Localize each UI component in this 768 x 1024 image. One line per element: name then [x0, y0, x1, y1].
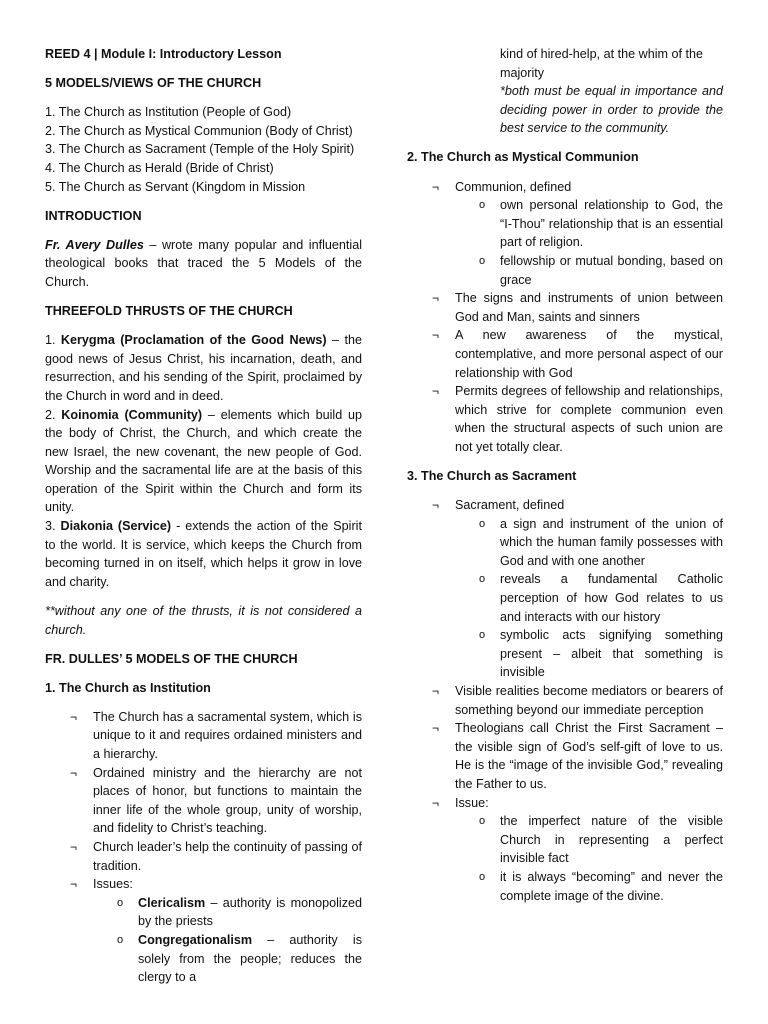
not-sign-bullet-icon: ¬: [70, 877, 78, 892]
bullet-item: [407, 682, 723, 719]
issue-text: – authority is monopolized by the priests: [138, 895, 362, 929]
sub-bullet-item: [93, 894, 362, 931]
bullet-text: The Church has a sacramental system, which is unique to it and requires ordained ministers and a hierarchy.: [93, 709, 362, 761]
models-list-item: 3. The Church as Sacrament (Temple of the Holy Spirit): [45, 142, 355, 157]
bullet-text: Sacrament, defined: [455, 498, 565, 513]
sub-bullet-item: [455, 812, 723, 868]
thrust-term: Diakonia (Service): [60, 519, 172, 534]
issue-term: Congregationalism: [138, 932, 253, 947]
sub-bullet-text: fellowship or mutual bonding, based on grace: [500, 253, 723, 287]
issue-term: Clericalism: [138, 895, 206, 910]
bullet-text: The signs and instruments of union between God and Man, saints and sinners: [455, 291, 723, 324]
circle-bullet-icon: o: [117, 896, 124, 909]
sub-bullet-item: [455, 196, 723, 252]
sub-bullet-item: [455, 868, 723, 905]
sub-bullet-text: reveals a fundamental Catholic perception of how God relates to us and interacts with our history: [500, 572, 723, 624]
issue-text: – authority is solely from the people; reduces the clergy to a: [138, 932, 362, 985]
communion-sublist: [455, 196, 723, 289]
circle-bullet-icon: o: [479, 870, 486, 883]
models-list: [45, 103, 362, 196]
thrust-item: [45, 406, 362, 518]
bullet-item: [45, 838, 362, 875]
bullet-item: [45, 764, 362, 838]
bullet-text: Church leader’s help the continuity of passing of tradition.: [93, 839, 362, 873]
bullet-item: [45, 708, 362, 764]
sub-bullet-item: [455, 626, 723, 682]
sub-bullet-text: a sign and instrument of the union of which the human family possesses with God and with one another: [500, 516, 723, 568]
sub-bullet-item: [455, 252, 723, 289]
thrust-item: [45, 517, 362, 591]
sacrament-issue-sublist: [455, 812, 723, 905]
thrust-text: – the good news of Jesus Christ, his incarnation, death, and resurrection, and his sending of the Spirit, proclaimed by the Church in word and in deed.: [45, 333, 362, 403]
institution-heading: 1. The Church as Institution: [45, 680, 211, 695]
sub-bullet-item: [455, 515, 723, 571]
models-list-item: 2. The Church as Mystical Communion (Body of Christ): [45, 123, 353, 138]
sacrament-heading: 3. The Church as Sacrament: [407, 468, 577, 483]
not-sign-bullet-icon: ¬: [432, 684, 440, 698]
bullet-item: [407, 178, 723, 290]
bullet-text: Visible realities become mediators or bearers of something beyond our immediate perception: [455, 684, 723, 717]
bullet-item: [407, 719, 723, 793]
circle-bullet-icon: o: [479, 629, 486, 642]
sub-bullet-text: symbolic acts signifying something present – albeit that something is invisible: [500, 628, 723, 680]
thrust-number: 2.: [45, 407, 62, 422]
continued-text: [407, 45, 723, 138]
continued-line: kind of hired-help, at the whim of the majority: [500, 47, 704, 80]
models-list-item: 5. The Church as Servant (Kingdom in Mission: [45, 179, 306, 194]
bullet-text: Ordained ministry and the hierarchy are not places of honor, but functions to maintain the inner life of the whole group, unity of worship, and fidelity to Christ’s teaching.: [93, 765, 362, 836]
models-heading: 5 MODELS/VIEWS OF THE CHURCH: [45, 76, 262, 91]
bullet-item: [407, 382, 723, 456]
sub-bullet-text: the imperfect nature of the visible Church in representing a perfect invisible fact: [500, 814, 723, 866]
thrust-item: [45, 331, 362, 405]
circle-bullet-icon: o: [479, 815, 486, 828]
models-list-item: 4. The Church as Herald (Bride of Christ): [45, 160, 274, 175]
models-list-item: 1. The Church as Institution (People of God): [45, 105, 292, 120]
sacrament-sublist: [455, 515, 723, 682]
thrust-text: - extends the action of the Spirit to the world. It is service, which keeps the Church from becoming turned in on itself, which helps it grow in love and charity.: [45, 519, 362, 589]
author-name: Fr. Avery Dulles: [45, 237, 144, 252]
bullet-item: [407, 289, 723, 326]
right-column: [407, 45, 723, 916]
sub-bullet-item: [93, 931, 362, 987]
circle-bullet-icon: o: [479, 517, 486, 530]
thrust-term: Koinomia (Community): [61, 407, 203, 422]
not-sign-bullet-icon: ¬: [432, 795, 440, 810]
thrust-number: 3.: [45, 519, 61, 534]
not-sign-bullet-icon: ¬: [432, 291, 440, 306]
thrust-text: – elements which build up the body of Christ, the Church, and which create the new Israel, the new covenant, the new people of God. Worship and the sacramental life are at the basis of this operation of the Spirit within the Church and form its unity.: [45, 407, 362, 515]
left-column: [45, 45, 362, 997]
bullet-text: Theologians call Christ the First Sacrament – the visible sign of God’s self-gift of love to us. He is the “image of the invisible God,” revealing the Father to us.: [455, 721, 723, 791]
introduction-heading: INTRODUCTION: [45, 208, 142, 223]
introduction-text: – wrote many popular and influential theological books that traced the 5 Models of the Church.: [45, 237, 362, 289]
bullet-item: [45, 875, 362, 987]
not-sign-bullet-icon: ¬: [432, 328, 440, 343]
bullet-text: Issue:: [455, 795, 489, 810]
not-sign-bullet-icon: ¬: [70, 709, 78, 724]
dulles-models-heading: FR. DULLES’ 5 MODELS OF THE CHURCH: [45, 651, 298, 666]
not-sign-bullet-icon: ¬: [432, 179, 440, 194]
bullet-item: [407, 326, 723, 382]
continued-note: *both must be equal in importance and deciding power in order to provide the best service to the community.: [500, 84, 723, 136]
thrust-number: 1.: [45, 333, 61, 348]
bullet-text: Issues:: [93, 877, 133, 892]
document-title: REED 4 | Module I: Introductory Lesson: [45, 47, 282, 61]
bullet-item: [407, 794, 723, 906]
institution-bullets: [45, 708, 362, 987]
circle-bullet-icon: o: [479, 254, 486, 267]
issues-sublist: [93, 894, 362, 987]
bullet-text: Communion, defined: [455, 179, 572, 194]
thrusts-list: [45, 331, 362, 591]
not-sign-bullet-icon: ¬: [70, 765, 78, 780]
mystical-bullets: [407, 178, 723, 457]
not-sign-bullet-icon: ¬: [432, 498, 440, 513]
bullet-item: [407, 496, 723, 682]
sub-bullet-text: own personal relationship to God, the “I-Thou” relationship that is an essential part of religion.: [500, 198, 723, 250]
bullet-text: A new awareness of the mystical, contemplative, and more personal aspect of our relationship with God: [455, 328, 723, 380]
not-sign-bullet-icon: ¬: [432, 384, 440, 399]
thrusts-heading: THREEFOLD THRUSTS OF THE CHURCH: [45, 304, 293, 319]
sub-bullet-item: [455, 570, 723, 626]
sub-bullet-text: it is always “becoming” and never the complete image of the divine.: [500, 869, 723, 903]
mystical-communion-heading: 2. The Church as Mystical Communion: [407, 150, 639, 165]
introduction-paragraph: [45, 236, 362, 292]
sacrament-bullets: [407, 496, 723, 905]
circle-bullet-icon: o: [479, 199, 486, 212]
circle-bullet-icon: o: [479, 573, 486, 586]
thrust-term: Kerygma (Proclamation of the Good News): [60, 333, 327, 348]
circle-bullet-icon: o: [117, 933, 124, 946]
not-sign-bullet-icon: ¬: [70, 839, 78, 854]
not-sign-bullet-icon: ¬: [432, 721, 440, 736]
thrusts-note: **without any one of the thrusts, it is not considered a church.: [45, 603, 362, 637]
bullet-text: Permits degrees of fellowship and relationships, which strive for complete communion even when the structural aspects of such union are not yet totally clear.: [455, 384, 723, 454]
